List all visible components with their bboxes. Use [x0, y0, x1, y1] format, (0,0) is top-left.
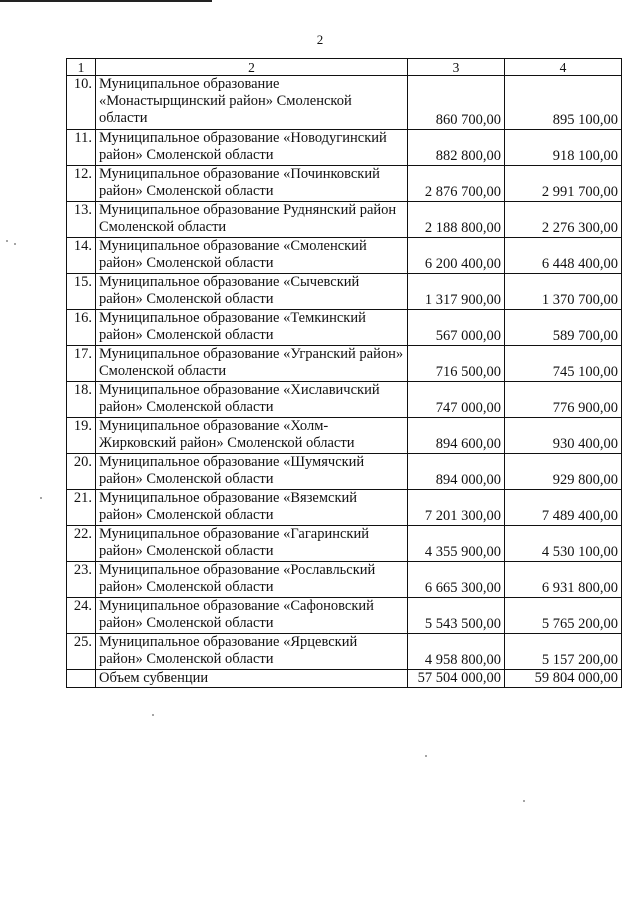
row-value-col4: 2 991 700,00 [505, 166, 622, 202]
row-name: Муниципальное образование «Смоленский район» Смоленской области [96, 238, 408, 274]
scan-speck [40, 497, 42, 499]
table-row [67, 274, 622, 310]
row-value-col4: 745 100,00 [505, 346, 622, 382]
row-value-col4: 5 157 200,00 [505, 634, 622, 670]
top-rule [0, 0, 212, 2]
row-value-col4: 929 800,00 [505, 454, 622, 490]
row-number: 19. [67, 418, 96, 454]
row-number: 24. [67, 598, 96, 634]
total-number-cell [67, 670, 96, 688]
row-value-col3: 2 876 700,00 [408, 166, 505, 202]
table-row [67, 346, 622, 382]
table-row [67, 238, 622, 274]
row-value-col3: 2 188 800,00 [408, 202, 505, 238]
row-value-col4: 776 900,00 [505, 382, 622, 418]
row-value-col3: 747 000,00 [408, 382, 505, 418]
table-row [67, 598, 622, 634]
table-row [67, 202, 622, 238]
row-value-col3: 1 317 900,00 [408, 274, 505, 310]
table-row [67, 76, 622, 130]
row-name: Муниципальное образование «Хиславичский район» Смоленской области [96, 382, 408, 418]
table-row [67, 526, 622, 562]
row-value-col4: 589 700,00 [505, 310, 622, 346]
row-value-col4: 6 931 800,00 [505, 562, 622, 598]
row-name: Муниципальное образование «Угранский район» Смоленской области [96, 346, 408, 382]
table-row [67, 310, 622, 346]
row-value-col3: 4 355 900,00 [408, 526, 505, 562]
row-name: Муниципальное образование «Сычевский район» Смоленской области [96, 274, 408, 310]
row-name: Муниципальное образование «Шумячский район» Смоленской области [96, 454, 408, 490]
row-name: Муниципальное образование Руднянский район Смоленской области [96, 202, 408, 238]
row-name: Муниципальное образование «Новодугинский район» Смоленской области [96, 130, 408, 166]
table-row [67, 382, 622, 418]
header-cell: 1 [67, 59, 96, 76]
row-name: Муниципальное образование «Ярцевский район» Смоленской области [96, 634, 408, 670]
page-number: 2 [316, 32, 324, 47]
row-number: 21. [67, 490, 96, 526]
table-row [67, 418, 622, 454]
table-row [67, 562, 622, 598]
total-value-col4: 59 804 000,00 [505, 670, 622, 688]
row-value-col4: 918 100,00 [505, 130, 622, 166]
row-value-col4: 5 765 200,00 [505, 598, 622, 634]
row-name: Муниципальное образование «Сафоновский район» Смоленской области [96, 598, 408, 634]
row-value-col3: 894 600,00 [408, 418, 505, 454]
table-row [67, 634, 622, 670]
row-value-col4: 930 400,00 [505, 418, 622, 454]
row-number: 18. [67, 382, 96, 418]
row-value-col3: 6 665 300,00 [408, 562, 505, 598]
row-value-col4: 1 370 700,00 [505, 274, 622, 310]
row-value-col4: 6 448 400,00 [505, 238, 622, 274]
row-value-col3: 567 000,00 [408, 310, 505, 346]
row-number: 14. [67, 238, 96, 274]
row-value-col3: 5 543 500,00 [408, 598, 505, 634]
row-name: Муниципальное образование «Темкинский район» Смоленской области [96, 310, 408, 346]
table-row [67, 490, 622, 526]
row-value-col3: 860 700,00 [408, 76, 505, 130]
row-number: 23. [67, 562, 96, 598]
row-number: 10. [67, 76, 96, 130]
row-value-col3: 894 000,00 [408, 454, 505, 490]
row-number: 13. [67, 202, 96, 238]
row-number: 17. [67, 346, 96, 382]
total-value-col3: 57 504 000,00 [408, 670, 505, 688]
row-value-col4: 895 100,00 [505, 76, 622, 130]
row-value-col3: 716 500,00 [408, 346, 505, 382]
row-value-col3: 882 800,00 [408, 130, 505, 166]
row-number: 20. [67, 454, 96, 490]
row-value-col3: 4 958 800,00 [408, 634, 505, 670]
row-name: Муниципальное образование «Вяземский район» Смоленской области [96, 490, 408, 526]
subvention-table [66, 58, 622, 688]
scan-speck [425, 755, 427, 757]
header-cell: 4 [505, 59, 622, 76]
table-row [67, 130, 622, 166]
table-row [67, 454, 622, 490]
row-name: Муниципальное образование «Починковский район» Смоленской области [96, 166, 408, 202]
row-value-col3: 7 201 300,00 [408, 490, 505, 526]
scan-speck [152, 714, 154, 716]
scan-speck [523, 800, 525, 802]
total-label: Объем субвенции [96, 670, 408, 688]
row-value-col4: 4 530 100,00 [505, 526, 622, 562]
row-number: 11. [67, 130, 96, 166]
row-value-col4: 2 276 300,00 [505, 202, 622, 238]
header-cell: 3 [408, 59, 505, 76]
table-row [67, 166, 622, 202]
scan-speck [14, 243, 16, 245]
header-row [67, 59, 622, 76]
row-value-col3: 6 200 400,00 [408, 238, 505, 274]
row-value-col4: 7 489 400,00 [505, 490, 622, 526]
row-name: Муниципальное образование «Холм-Жирковский район» Смоленской области [96, 418, 408, 454]
scan-speck [6, 240, 8, 242]
row-number: 15. [67, 274, 96, 310]
row-number: 12. [67, 166, 96, 202]
total-row [67, 670, 622, 688]
row-name: Муниципальное образование «Гагаринский район» Смоленской области [96, 526, 408, 562]
row-number: 25. [67, 634, 96, 670]
row-name: Муниципальное образование «Монастырщинский район» Смоленской области [96, 76, 408, 130]
row-number: 22. [67, 526, 96, 562]
row-number: 16. [67, 310, 96, 346]
row-name: Муниципальное образование «Рославльский район» Смоленской области [96, 562, 408, 598]
header-cell: 2 [96, 59, 408, 76]
